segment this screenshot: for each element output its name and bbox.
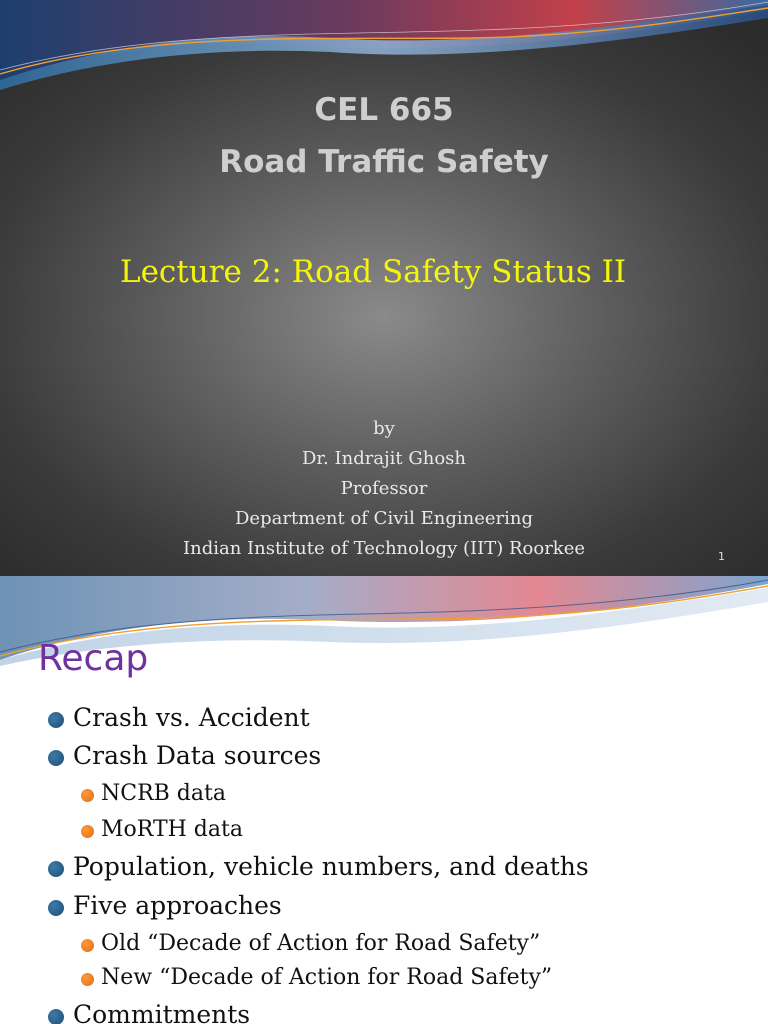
list-item [73, 703, 310, 732]
author-by-line: by [373, 418, 395, 439]
list-item-text: New “Decade of Action for Road Safety” [101, 965, 553, 990]
lecture-title: Lecture 2: Road Safety Status II [120, 254, 627, 290]
bullet-dot-icon [81, 973, 94, 986]
slide-title: Recap [38, 638, 149, 679]
author-position: Professor [340, 478, 428, 499]
author-name: Dr. Indrajit Ghosh [302, 448, 466, 469]
list-item [101, 817, 243, 842]
bullet-dot-icon [48, 712, 64, 728]
recap-bullet-list [0, 576, 768, 1024]
list-item [101, 931, 540, 956]
list-item [101, 965, 552, 990]
author-department: Department of Civil Engineering [235, 508, 533, 529]
bullet-dot-icon [81, 939, 94, 952]
bullet-dot-icon [81, 825, 94, 838]
recap-slide [0, 576, 768, 1024]
list-item [73, 891, 282, 920]
list-item [73, 1000, 250, 1024]
bullet-dot-icon [48, 861, 64, 877]
list-item [101, 781, 226, 806]
list-item-text: Population, vehicle numbers, and deaths [73, 852, 589, 881]
list-item-text: Crash vs. Accident [73, 703, 310, 732]
course-code: CEL 665 [314, 92, 454, 128]
list-item-text: NCRB data [101, 781, 226, 806]
list-item [73, 852, 589, 881]
bullet-dot-icon [81, 789, 94, 802]
list-item-text: Crash Data sources [73, 741, 322, 770]
header-swoosh-decoration [0, 0, 768, 90]
bullet-dot-icon [48, 900, 64, 916]
bullet-dot-icon [48, 750, 64, 766]
slide-page-number: 1 [718, 550, 725, 563]
list-item-text: Old “Decade of Action for Road Safety” [101, 931, 541, 956]
course-title: Road Traffic Safety [219, 144, 549, 180]
list-item-text: MoRTH data [101, 817, 243, 842]
author-institute: Indian Institute of Technology (IIT) Roorkee [182, 538, 586, 559]
list-item-text: Five approaches [73, 891, 282, 920]
list-item-text: Commitments [73, 1000, 251, 1024]
bullet-dot-icon [48, 1009, 64, 1024]
list-item [73, 741, 321, 770]
